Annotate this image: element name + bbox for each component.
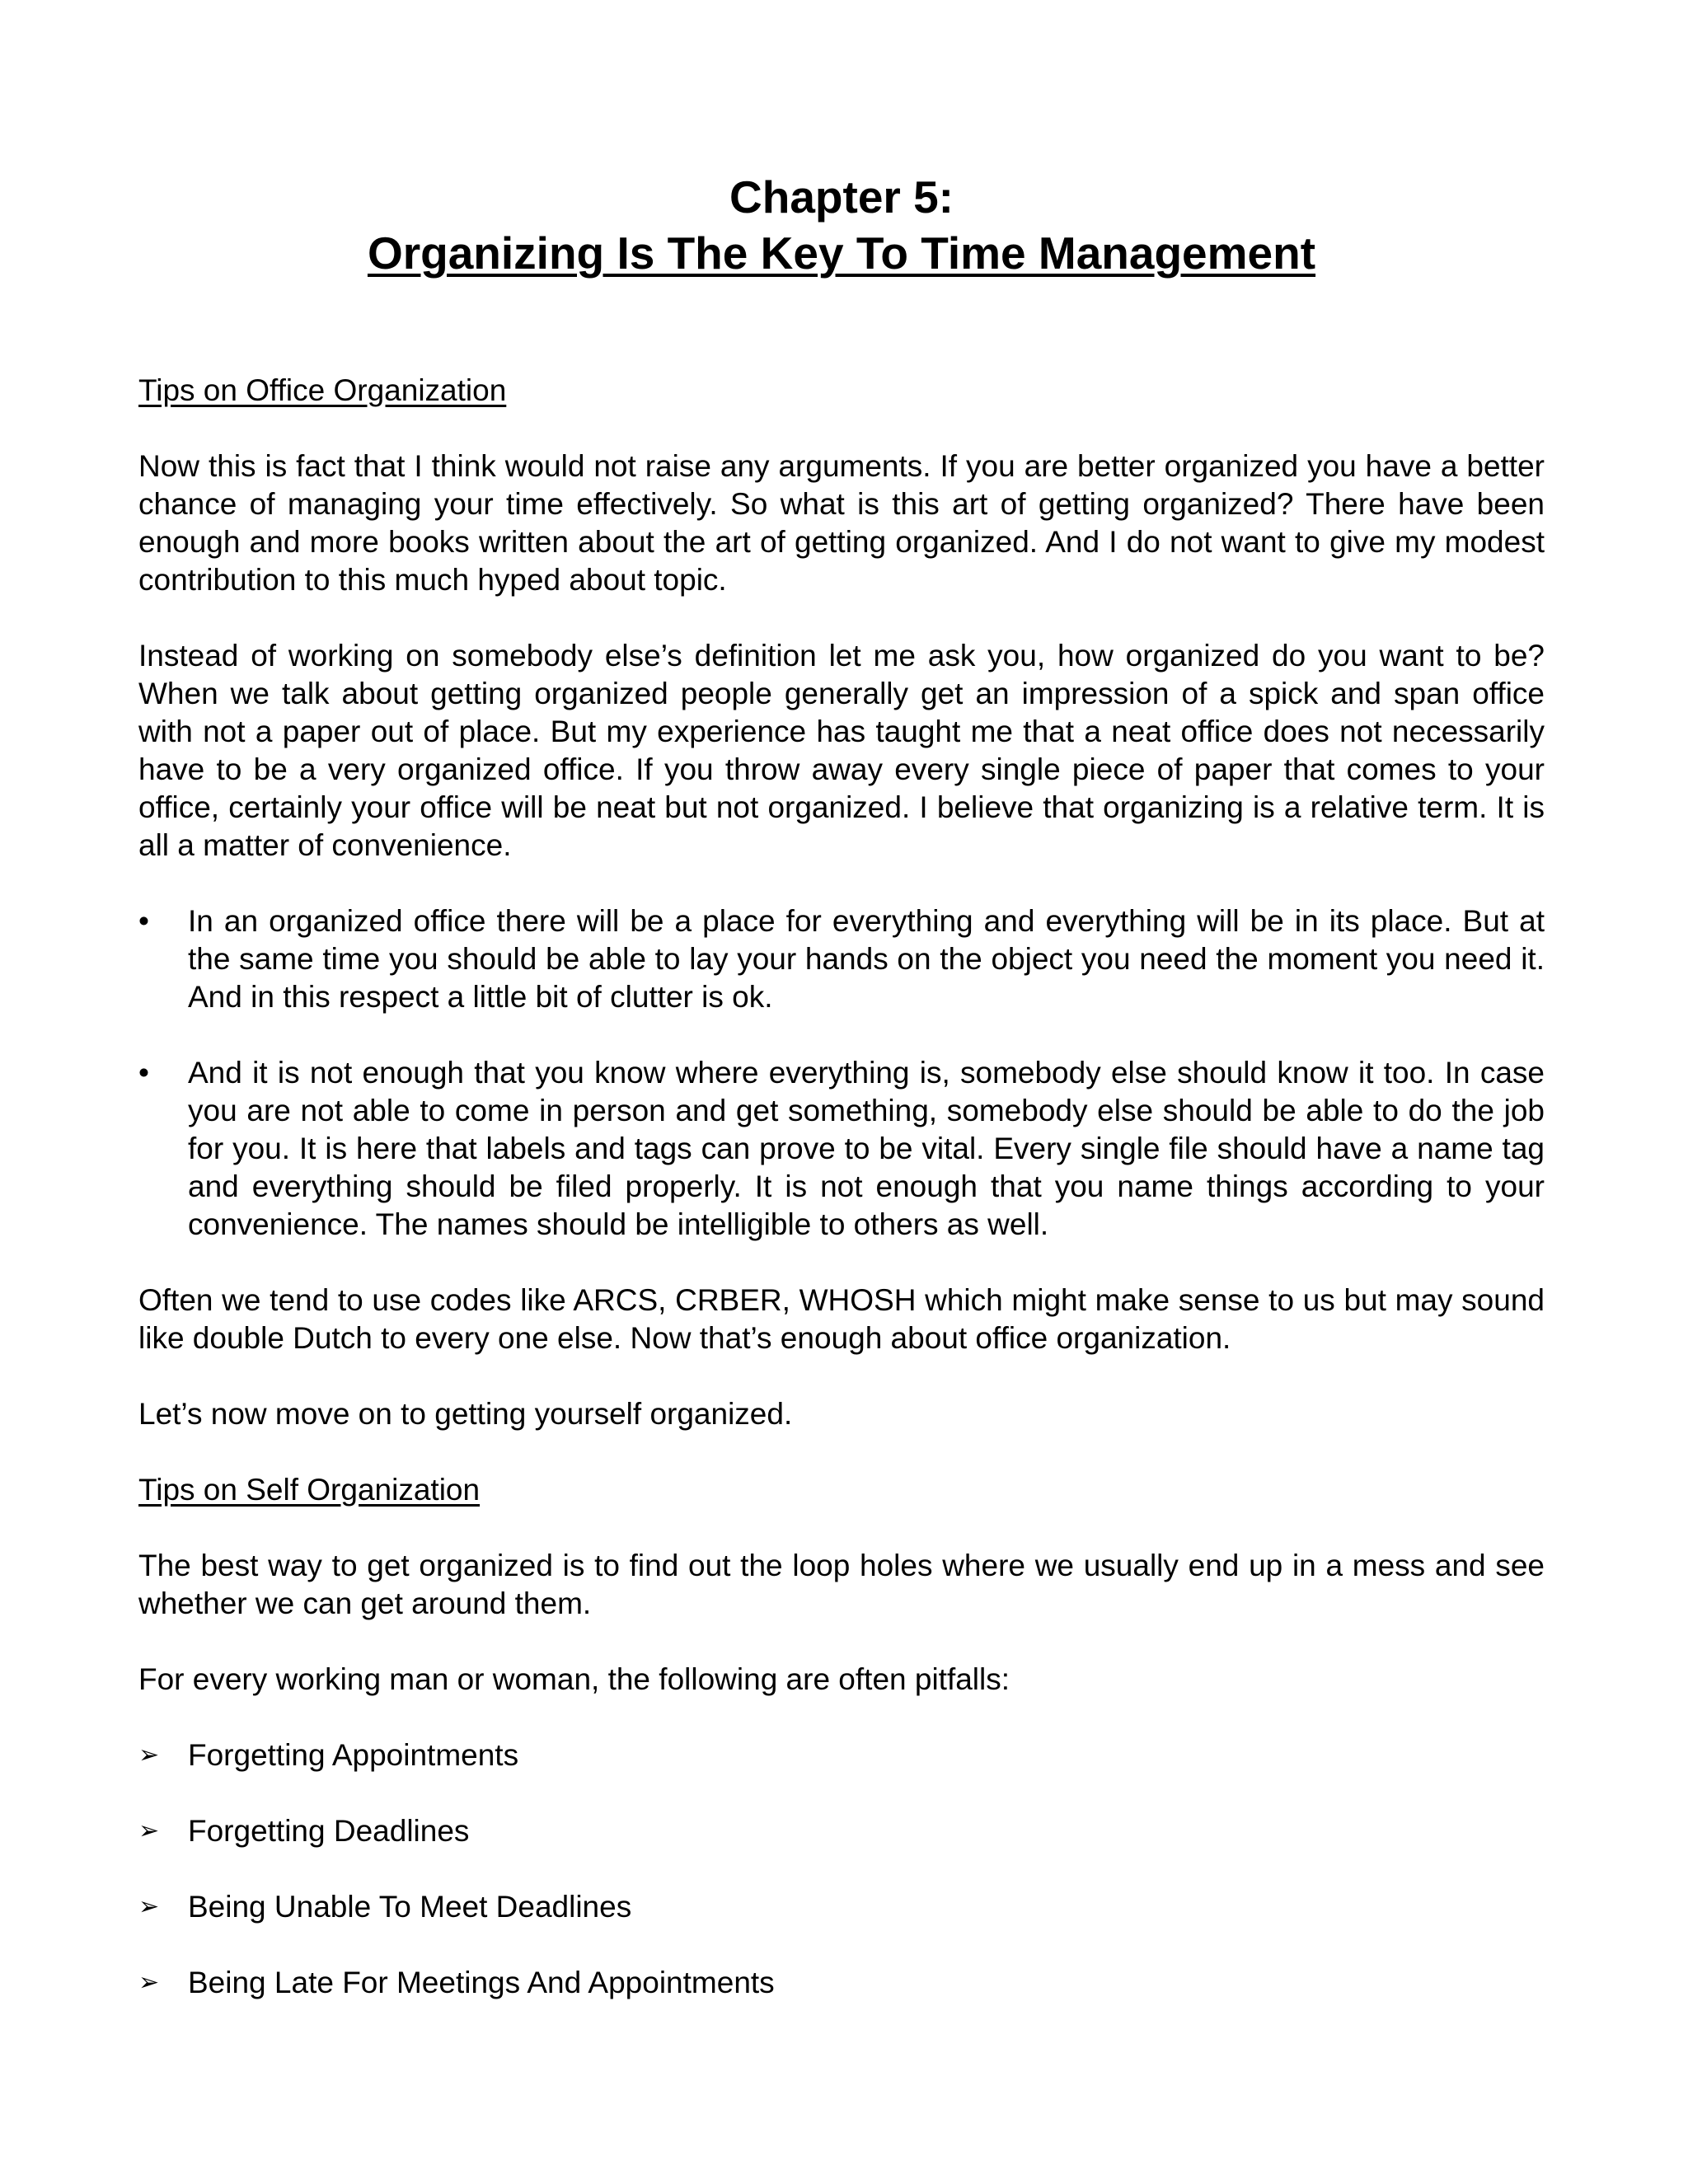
- list-item: [138, 1054, 1545, 1244]
- office-bullet-list: [138, 902, 1545, 1244]
- bullet-icon: •: [138, 904, 149, 938]
- list-item-text: Forgetting Deadlines: [188, 1814, 470, 1848]
- self-section-heading: Tips on Self Organization: [138, 1473, 481, 1507]
- office-paragraph-2: Instead of working on somebody else’s definition let me ask you, how organized do you want to be? When we talk about getting organized people generally get an impression of a spick and span office with not a paper out of place. But my experience has taught me that a neat office does not necessarily have to be a very organized office. If you throw away every single piece of paper that comes to your office, certainly your office will be neat but not organized. I believe that organizing is a relative term. It is all a matter of convenience.: [138, 639, 1545, 862]
- document-page: [138, 169, 1545, 2002]
- list-item: [138, 1888, 1545, 1926]
- bullet-icon: •: [138, 1056, 149, 1090]
- office-paragraph-4: Let’s now move on to getting yourself organized.: [138, 1397, 793, 1431]
- arrow-bullet-icon: ➢: [138, 1969, 160, 1996]
- self-paragraph-2: For every working man or woman, the following are often pitfalls:: [138, 1662, 1010, 1696]
- list-item: [138, 1964, 1545, 2002]
- office-paragraph-1: Now this is fact that I think would not raise any arguments. If you are better organized you have a better chance of managing your time effectively. So what is this art of getting organized? There have been enough and more books written about the art of getting organized. And I do not want to give my modest contribution to this much hyped about topic.: [138, 449, 1545, 597]
- list-item: [138, 1812, 1545, 1850]
- list-item: [138, 1736, 1545, 1774]
- list-item-text: Being Unable To Meet Deadlines: [188, 1890, 632, 1924]
- chapter-number: Chapter 5:: [729, 171, 954, 223]
- chapter-title: [138, 169, 1545, 281]
- list-item-text: And it is not enough that you know where everything is, somebody else should know it too. In case you are not able to come in person and get something, somebody else should be able to do the job for you. It is here that labels and tags can prove to be vital. Every single file should have a name tag and everything should be filed properly. It is not enough that you name things according to your convenience. The names should be intelligible to others as well.: [188, 1056, 1545, 1241]
- pitfalls-list: [138, 1736, 1545, 2002]
- arrow-bullet-icon: ➢: [138, 1817, 160, 1844]
- list-item: [138, 902, 1545, 1016]
- chapter-heading: Organizing Is The Key To Time Management: [367, 227, 1316, 279]
- list-item-text: Being Late For Meetings And Appointments: [188, 1966, 775, 1999]
- arrow-bullet-icon: ➢: [138, 1893, 160, 1920]
- arrow-bullet-icon: ➢: [138, 1741, 160, 1769]
- office-section-heading: Tips on Office Organization: [138, 373, 507, 407]
- office-paragraph-3: Often we tend to use codes like ARCS, CRBER, WHOSH which might make sense to us but may sound like double Dutch to every one else. Now that’s enough about office organization.: [138, 1283, 1545, 1355]
- list-item-text: In an organized office there will be a place for everything and everything will be in its place. But at the same time you should be able to lay your hands on the object you need the moment you need it. And in this respect a little bit of clutter is ok.: [188, 904, 1545, 1014]
- self-paragraph-1: The best way to get organized is to find out the loop holes where we usually end up in a mess and see whether we can get around them.: [138, 1549, 1545, 1620]
- list-item-text: Forgetting Appointments: [188, 1738, 519, 1772]
